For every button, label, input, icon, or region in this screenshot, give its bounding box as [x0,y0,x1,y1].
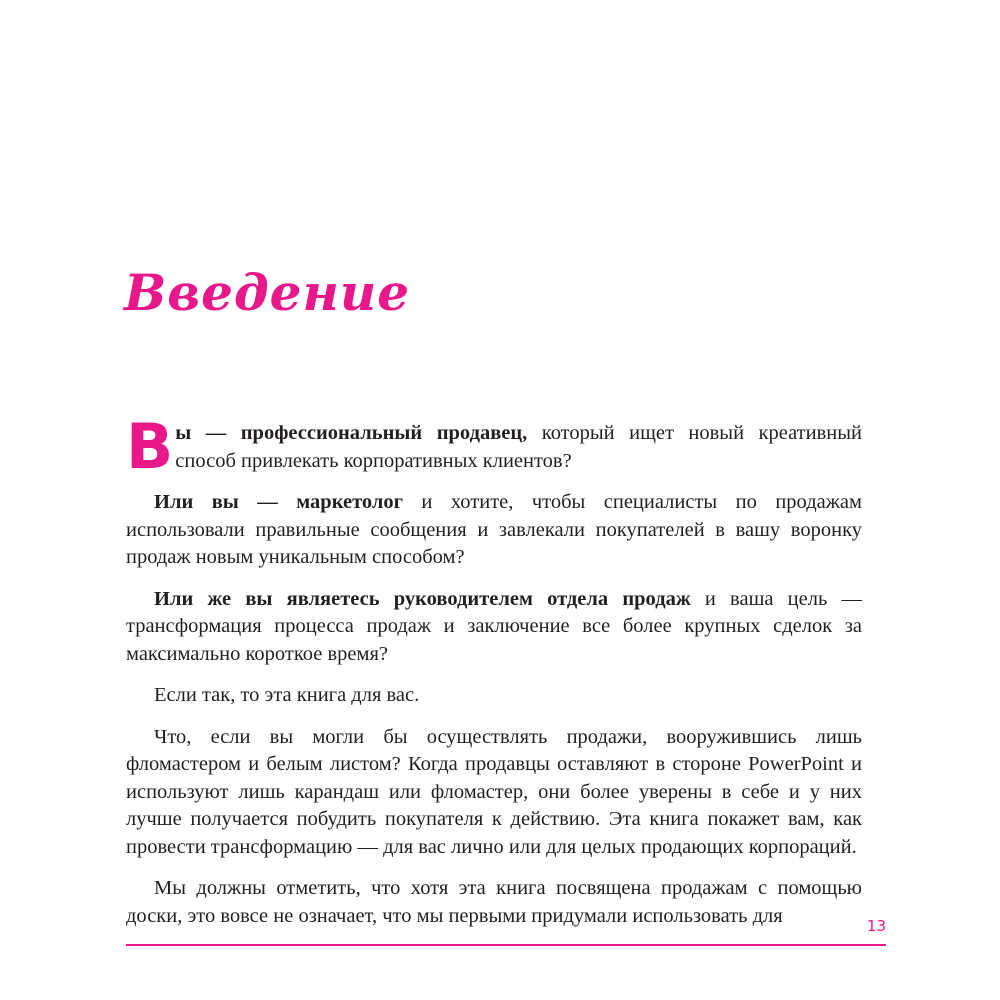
page-number: 13 [866,917,886,935]
paragraph-sales-head [126,586,862,669]
footer-divider [126,944,886,946]
paragraph-text: который ищет новый креативный способ привлекать корпоративных клиентов? [175,422,862,472]
chapter-title: Введение [124,263,411,322]
paragraph-text: и хотите, чтобы специалисты по продажам использовали правильные сообщения и завлекали покупателей в вашу воронку продаж новым уникальным способом? [126,491,862,568]
drop-cap: В [126,410,174,483]
paragraph-text: и ваша цель — трансформация процесса продаж и заключение все более крупных сделок за максимально короткое время? [126,587,862,665]
paragraph-bold-lead: Или вы — маркетолог [154,491,403,513]
paragraph-whiteboard: Что, если вы могли бы осуществлять продажи, вооружившись лишь фломастером и белым листом? Когда продавцы оставляют в стороне PowerPoint и используют лишь карандаш или фломастер, они более уверены в себе и у них лучше получается побудить покупателя к действию. Эта книга покажет вам, как провести трансформацию — для вас лично или для целых продающих корпораций. [126,725,862,858]
paragraph-bold-lead: Или же вы являетесь руководителем отдела продаж [154,587,691,610]
paragraph-note: Мы должны отметить, что хотя эта книга посвящена продажам с помощью доски, это вовсе не означает, что мы первыми придумали использовать для [126,877,862,927]
body-text [126,410,862,930]
paragraph-intro [126,410,862,483]
paragraph-bold-lead: ы — профессиональный продавец, [175,422,528,444]
paragraph-this-book: Если так, то эта книга для вас. [154,684,420,706]
paragraph-marketer [126,489,862,572]
